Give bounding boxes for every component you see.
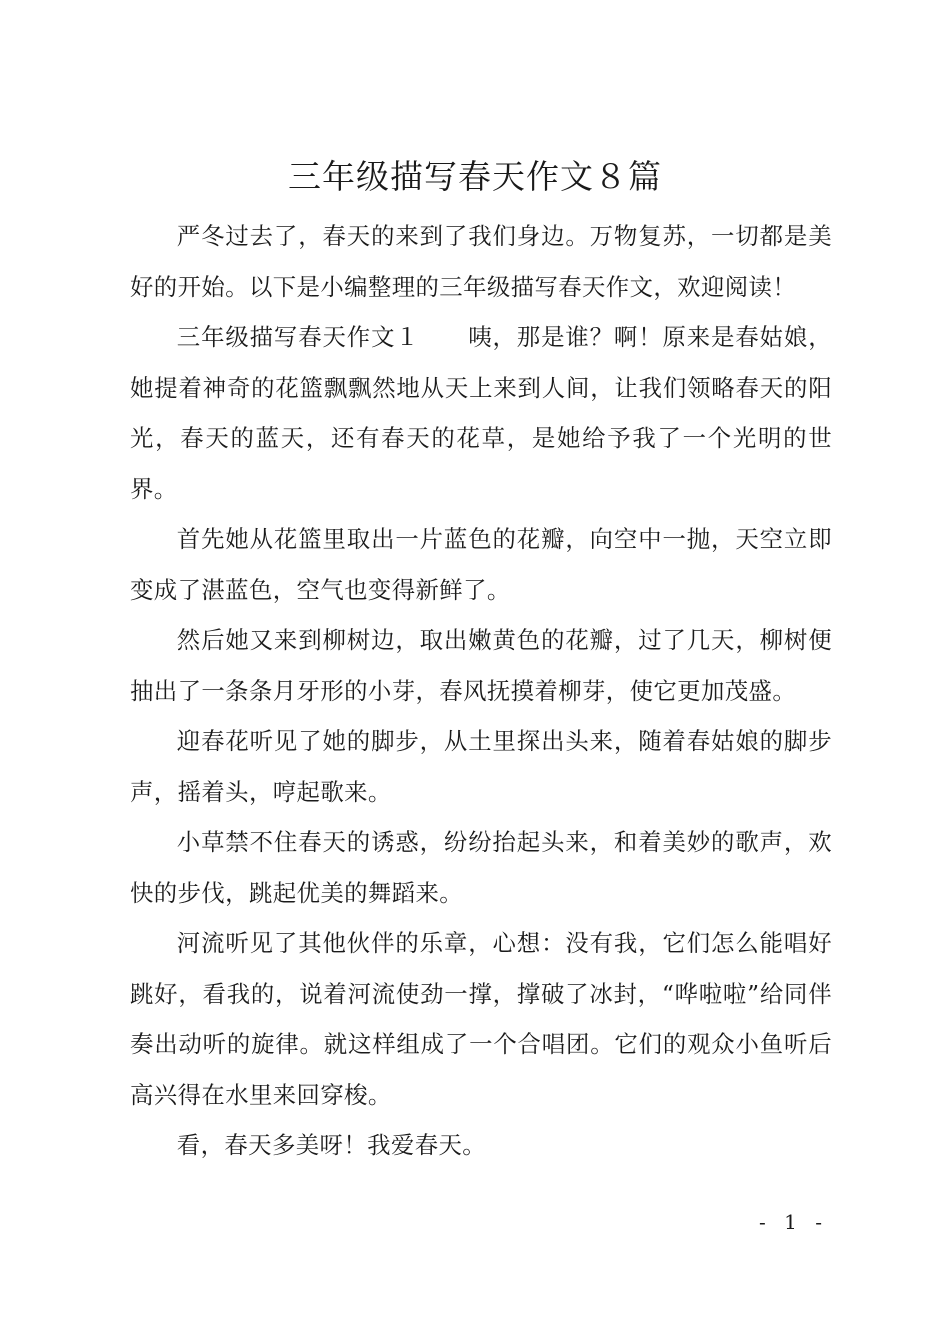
paragraph-grass: 小草禁不住春天的诱惑，纷纷抬起头来，和着美妙的歌声，欢快的步伐，跳起优美的舞蹈来。 [130, 828, 832, 907]
paragraph-intro: 严冬过去了，春天的来到了我们身边。万物复苏，一切都是美好的开始。以下是小编整理的三年级描写春天作文，欢迎阅读！ [130, 222, 832, 301]
document-body [130, 211, 832, 1171]
page-number: - 1 - [759, 1210, 828, 1234]
paragraph-river: 河流听见了其他伙伴的乐章，心想：没有我，它们怎么能唱好跳好，看我的，说着河流使劲一撑，撑破了冰封，“哗啦啦”给同伴奏出动听的旋律。就这样组成了一个合唱团。它们的观众小鱼听后高兴得在水里来回穿梭。 [130, 929, 832, 1109]
paragraph-closing: 看，春天多美呀！我爱春天。 [176, 1131, 487, 1159]
paragraph-winter-jasmine: 迎春花听见了她的脚步，从土里探出头来，随着春姑娘的脚步声，摇着头，哼起歌来。 [130, 727, 832, 806]
paragraph-essay-1-opening: 三年级描写春天作文１ 咦，那是谁？啊！原来是春姑娘，她提着神奇的花篮飘飘然地从天上来到人间，让我们领略春天的阳光，春天的蓝天，还有春天的花草，是她给予我了一个光明的世界。 [130, 323, 832, 503]
paragraph-willow: 然后她又来到柳树边，取出嫩黄色的花瓣，过了几天，柳树便抽出了一条条月牙形的小芽，春风抚摸着柳芽，使它更加茂盛。 [130, 626, 832, 705]
document-title: 三年级描写春天作文８篇 [288, 157, 662, 196]
paragraph-blue-petal: 首先她从花篮里取出一片蓝色的花瓣，向空中一抛，天空立即变成了湛蓝色，空气也变得新鲜了。 [130, 525, 832, 604]
